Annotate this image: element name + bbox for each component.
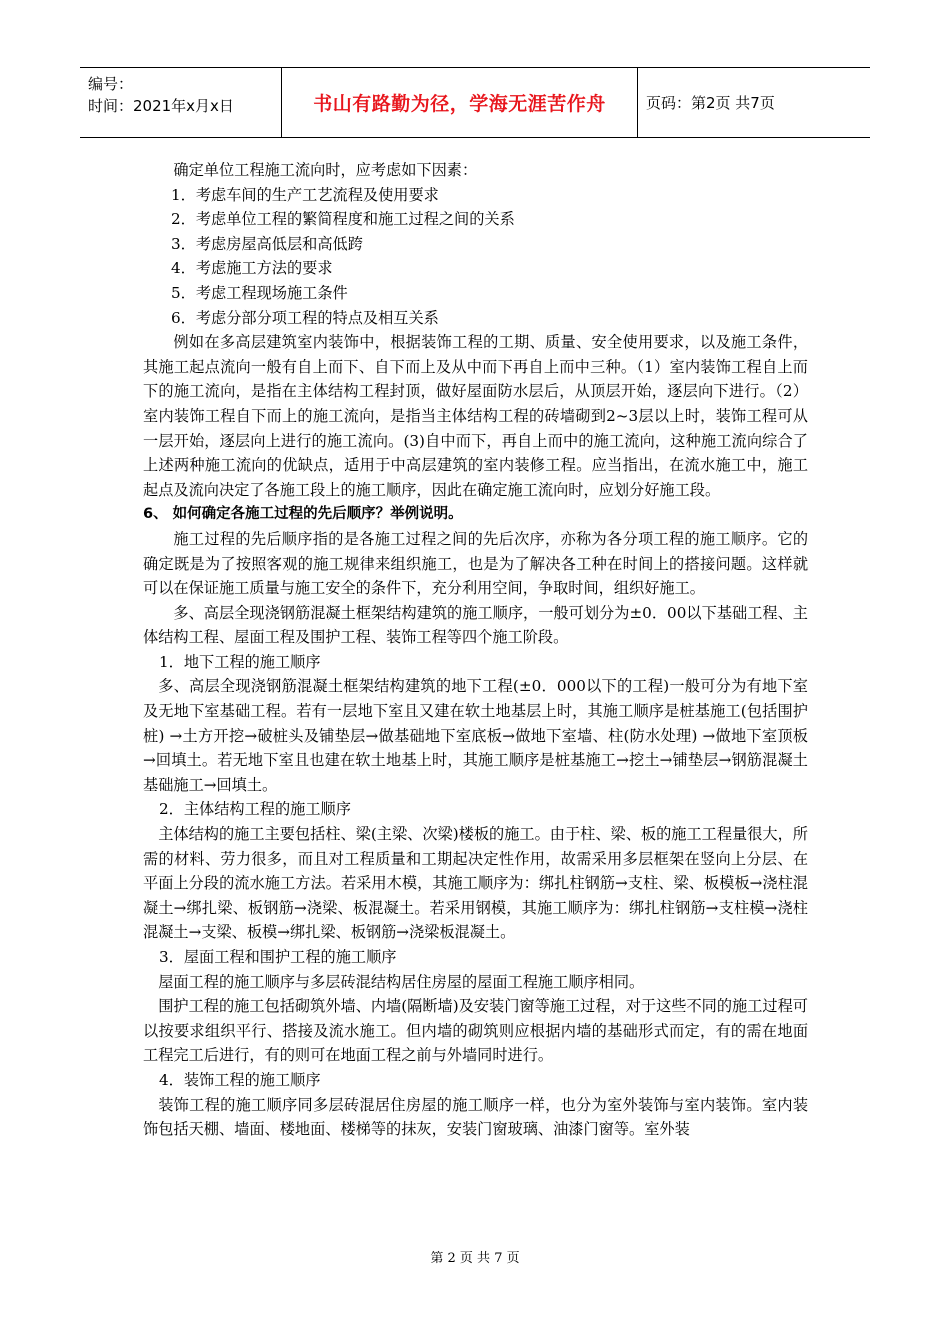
factor-item: 4．考虑施工方法的要求 <box>171 259 333 278</box>
footer-page-number: 第 2 页 共 7 页 <box>430 1251 520 1266</box>
factor-item: 1．考虑车间的生产工艺流程及使用要求 <box>171 185 439 204</box>
section-title: 3．屋面工程和围护工程的施工顺序 <box>159 948 397 966</box>
section-title: 4．装饰工程的施工顺序 <box>159 1070 321 1089</box>
motto-cell <box>282 68 638 137</box>
example-paragraph: 例如在多高层建筑室内装饰中，根据装饰工程的工期、质量、安全使用要求，以及施工条件，其施工起点流向一般有自上而下、自下而上及从中而下再自上而中三种。（1）室内装饰工程自上而下的施工流向，是指在主体结构工程封顶，做好屋面防水层后，从顶层开始，逐层向下进行。（2）室内装饰工程自下而上的施工流向，是指当主体结构工程的砖墙砌到2~3层以上时，装饰工程可从一层开始，逐层向上进行的施工流向。(3)自中而下，再自上而中的施工流向，这种施工流向综合了上述两种施工流向的优缺点，适用于中高层建筑的室内装修工程。应当指出，在流水施工中，施工起点及流向决定了各施工段上的施工顺序，因此在确定施工流向时，应划分好施工段。 <box>143 333 808 499</box>
motto-text: 书山有路勤为径，学海无涯苦作舟 <box>313 93 606 115</box>
body-paragraph: 多、高层全现浇钢筋混凝土框架结构建筑的地下工程(±0．000以下的工程)一般可分为有地下室及无地下室基础工程。若有一层地下室且又建在软土地基层上时，其施工顺序是桩基施工(包括围护桩) →土方开挖→破桩头及铺垫层→做基础地下室底板→做地下室墙、柱(防水处理) →做地下室顶板→回填土。若无地下室且也建在软土地基上时，其施工顺序是桩基施工→挖土→铺垫层→钢筋混凝土基础施工→回填土。 <box>143 677 808 794</box>
body-paragraph: 主体结构的施工主要包括柱、梁(主梁、次梁)楼板的施工。由于柱、梁、板的施工工程量很大，所需的材料、劳力很多，而且对工程质量和工期起决定性作用，故需采用多层框架在竖向上分层、在平面上分段的流水施工方法。若采用木模，其施工顺序为：绑扎柱钢筋→支柱、梁、板模板→浇柱混凝土→绑扎梁、板钢筋→浇梁、板混凝土。若采用钢模，其施工顺序为：绑扎柱钢筋→支柱模→浇柱混凝土→支梁、板模→绑扎梁、板钢筋→浇梁板混凝土。 <box>143 825 808 942</box>
section-title: 2．主体结构工程的施工顺序 <box>159 800 351 819</box>
page-header <box>80 67 870 138</box>
time-label: 时间：2021年x月x日 <box>88 97 234 115</box>
factor-item: 6．考虑分部分项工程的特点及相互关系 <box>171 308 439 327</box>
factor-item: 3．考虑房屋高低层和高低跨 <box>171 234 363 253</box>
header-info-cell <box>80 68 282 137</box>
page-footer <box>0 1247 950 1266</box>
body-paragraph: 施工过程的先后顺序指的是各施工过程之间的先后次序，亦称为各分项工程的施工顺序。它的确定既是为了按照客观的施工规律来组织施工，也是为了解决各工种在时间上的搭接问题。这样就可以在保证施工质量与施工安全的条件下，充分利用空间，争取时间，组织好施工。 <box>143 529 808 598</box>
body-paragraph: 装饰工程的施工顺序同多层砖混居住房屋的施工顺序一样，也分为室外装饰与室内装饰。室内装饰包括天棚、墙面、楼地面、楼梯等的抹灰，安装门窗玻璃、油漆门窗等。室外装 <box>143 1095 808 1139</box>
body-paragraph: 屋面工程的施工顺序与多层砖混结构居住房屋的屋面工程施工顺序相同。 <box>158 972 645 991</box>
factor-item: 5．考虑工程现场施工条件 <box>171 283 348 302</box>
question-heading: 6、 如何确定各施工过程的先后顺序？举例说明。 <box>143 506 463 523</box>
document-body <box>143 158 808 1142</box>
page-code-text: 页码：第2页 共7页 <box>646 94 775 112</box>
intro-paragraph: 确定单位工程施工流向时，应考虑如下因素： <box>173 161 478 179</box>
body-paragraph: 围护工程的施工包括砌筑外墙、内墙(隔断墙)及安装门窗等施工过程，对于这些不同的施工过程可以按要求组织平行、搭接及流水施工。但内墙的砌筑则应根据内墙的基础形式而定，有的需在地面工程完工后进行，有的则可在地面工程之前与外墙同时进行。 <box>143 997 808 1065</box>
body-paragraph: 多、高层全现浇钢筋混凝土框架结构建筑的施工顺序，一般可划分为±0．00以下基础工程、主体结构工程、屋面工程及围护工程、装饰工程等四个施工阶段。 <box>143 603 808 647</box>
section-title: 1．地下工程的施工顺序 <box>159 652 321 671</box>
factor-item: 2．考虑单位工程的繁简程度和施工过程之间的关系 <box>171 210 515 229</box>
number-label: 编号： <box>88 75 134 93</box>
page-code-cell <box>638 68 870 137</box>
